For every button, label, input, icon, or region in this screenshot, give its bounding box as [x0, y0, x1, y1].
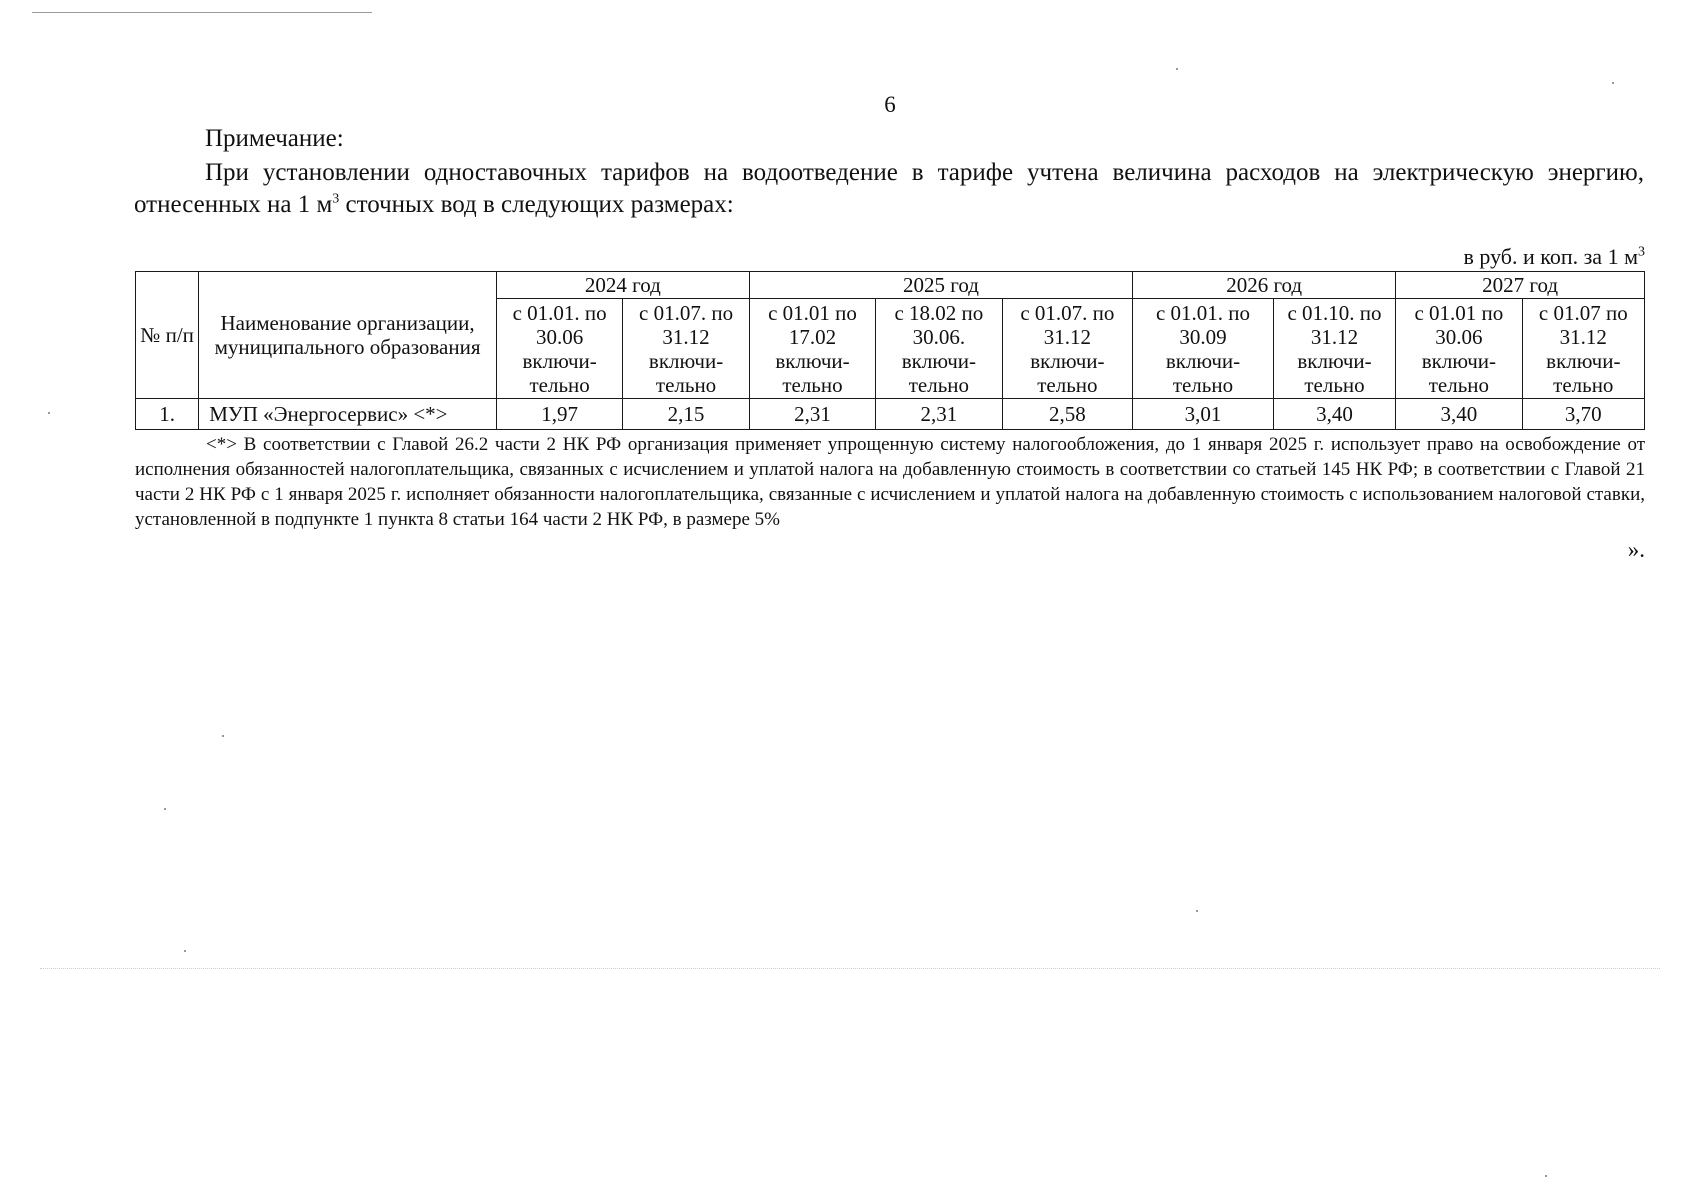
- header-year-2027: 2027 год: [1396, 272, 1645, 299]
- row-value: 1,97: [496, 399, 622, 430]
- note-paragraph: [134, 157, 1644, 221]
- scan-speck: [1545, 1175, 1547, 1177]
- top-rule: [32, 12, 372, 13]
- scan-speck: [1196, 910, 1198, 912]
- tariff-table: [135, 271, 1645, 430]
- header-period: [1396, 299, 1522, 399]
- period-from: с 01.07. по: [639, 300, 734, 325]
- period-suffix: тельно: [1172, 372, 1234, 397]
- header-period: [496, 299, 622, 399]
- page-number: 6: [884, 92, 896, 117]
- period-from: с 18.02 по: [894, 300, 984, 325]
- period-suffix: включи-: [901, 348, 977, 373]
- header-year-2025: 2025 год: [749, 272, 1132, 299]
- header-year-2026: 2026 год: [1133, 272, 1396, 299]
- header-period: [1273, 299, 1395, 399]
- period-to: 30.06: [1435, 324, 1483, 349]
- note-title: Примечание:: [205, 125, 344, 152]
- period-from: с 01.07 по: [1538, 300, 1628, 325]
- period-suffix: включи-: [1297, 348, 1372, 373]
- row-value: 2,58: [1002, 399, 1133, 430]
- scan-speck: [164, 808, 166, 810]
- row-value: 2,15: [623, 399, 749, 430]
- row-value: 2,31: [749, 399, 875, 430]
- period-suffix: включи-: [1165, 348, 1241, 373]
- period-suffix: включи-: [775, 348, 850, 373]
- header-org-name: Наименование организации, муниципального образования: [199, 272, 497, 399]
- header-period: [876, 299, 1002, 399]
- period-suffix: включи-: [1546, 348, 1621, 373]
- note-superscript: 3: [332, 191, 340, 207]
- header-year-2024: 2024 год: [496, 272, 749, 299]
- header-period: [1002, 299, 1133, 399]
- period-suffix: тельно: [1037, 372, 1098, 397]
- note-text-tail: сточных вод в следующих размерах:: [339, 191, 734, 218]
- period-suffix: тельно: [908, 372, 970, 397]
- scan-artifact-line: [40, 968, 1660, 969]
- scan-speck: [184, 950, 186, 952]
- period-suffix: тельно: [529, 372, 590, 397]
- header-num: № п/п: [136, 272, 199, 399]
- period-from: с 01.01 по: [768, 300, 857, 325]
- row-value: 3,40: [1396, 399, 1522, 430]
- period-from: с 01.10. по: [1287, 300, 1382, 325]
- row-num: 1.: [136, 399, 199, 430]
- header-years-row: [136, 272, 1645, 299]
- period-suffix: включи-: [1421, 348, 1497, 373]
- footnote: <*> В соответствии с Главой 26.2 части 2 НК РФ организация применяет упрощенную систему налогообложения, до 1 января 2025 г. использует право на освобождение от исполнения обязанностей налогоплательщика, связанных с исчислением и уплатой налога на добавленную стоимость в соответствии со статьей 145 НК РФ; в соответствии с Главой 21 части 2 НК РФ с 1 января 2025 г. исполняет обязанности налогоплательщика, связанные с исчислением и уплатой налога на добавленную стоимость с использованием налоговой ставки, установленной в подпункте 1 пункта 8 статьи 164 части 2 НК РФ, в размере 5%: [135, 434, 1645, 530]
- row-value: 3,70: [1522, 399, 1644, 430]
- period-from: с 01.01. по: [1155, 300, 1250, 325]
- units-label: [1464, 244, 1646, 270]
- period-suffix: тельно: [1304, 372, 1365, 397]
- period-to: 30.06: [535, 324, 584, 349]
- period-to: 30.06.: [912, 324, 966, 349]
- header-period: [623, 299, 749, 399]
- row-value: 3,40: [1273, 399, 1395, 430]
- scan-speck: [222, 735, 224, 737]
- period-to: 31.12: [1043, 324, 1091, 349]
- period-suffix: включи-: [1030, 348, 1105, 373]
- period-suffix: включи-: [648, 348, 724, 373]
- period-from: с 01.07. по: [1020, 300, 1115, 325]
- closing-quote: ».: [1627, 537, 1645, 562]
- scan-speck: [1612, 82, 1614, 84]
- period-suffix: тельно: [1553, 372, 1614, 397]
- period-suffix: тельно: [782, 372, 843, 397]
- table-row: [136, 399, 1645, 430]
- period-to: 31.12: [1559, 324, 1607, 349]
- row-value: 2,31: [876, 399, 1002, 430]
- period-suffix: тельно: [655, 372, 717, 397]
- period-from: с 01.01 по: [1414, 300, 1504, 325]
- period-suffix: включи-: [522, 348, 597, 373]
- units-superscript: 3: [1638, 244, 1645, 260]
- period-to: 30.09: [1179, 324, 1227, 349]
- scan-speck: [48, 412, 50, 414]
- scan-speck: [1176, 68, 1178, 70]
- header-period: [1133, 299, 1274, 399]
- period-suffix: тельно: [1428, 372, 1490, 397]
- units-text: в руб. и коп. за 1 м: [1463, 244, 1638, 269]
- period-from: с 01.01. по: [512, 300, 607, 325]
- period-to: 31.12: [1310, 324, 1359, 349]
- header-period: [1522, 299, 1644, 399]
- note-text-main: При установлении одноставочных тарифов на водоотведение в тарифе учтена величина расходов на электрическую энергию, отнесенных на 1 м: [134, 159, 1644, 218]
- header-period: [749, 299, 875, 399]
- row-value: 3,01: [1133, 399, 1274, 430]
- period-to: 31.12: [662, 324, 710, 349]
- period-to: 17.02: [788, 324, 837, 349]
- row-org-name: МУП «Энергосервис» <*>: [199, 399, 497, 430]
